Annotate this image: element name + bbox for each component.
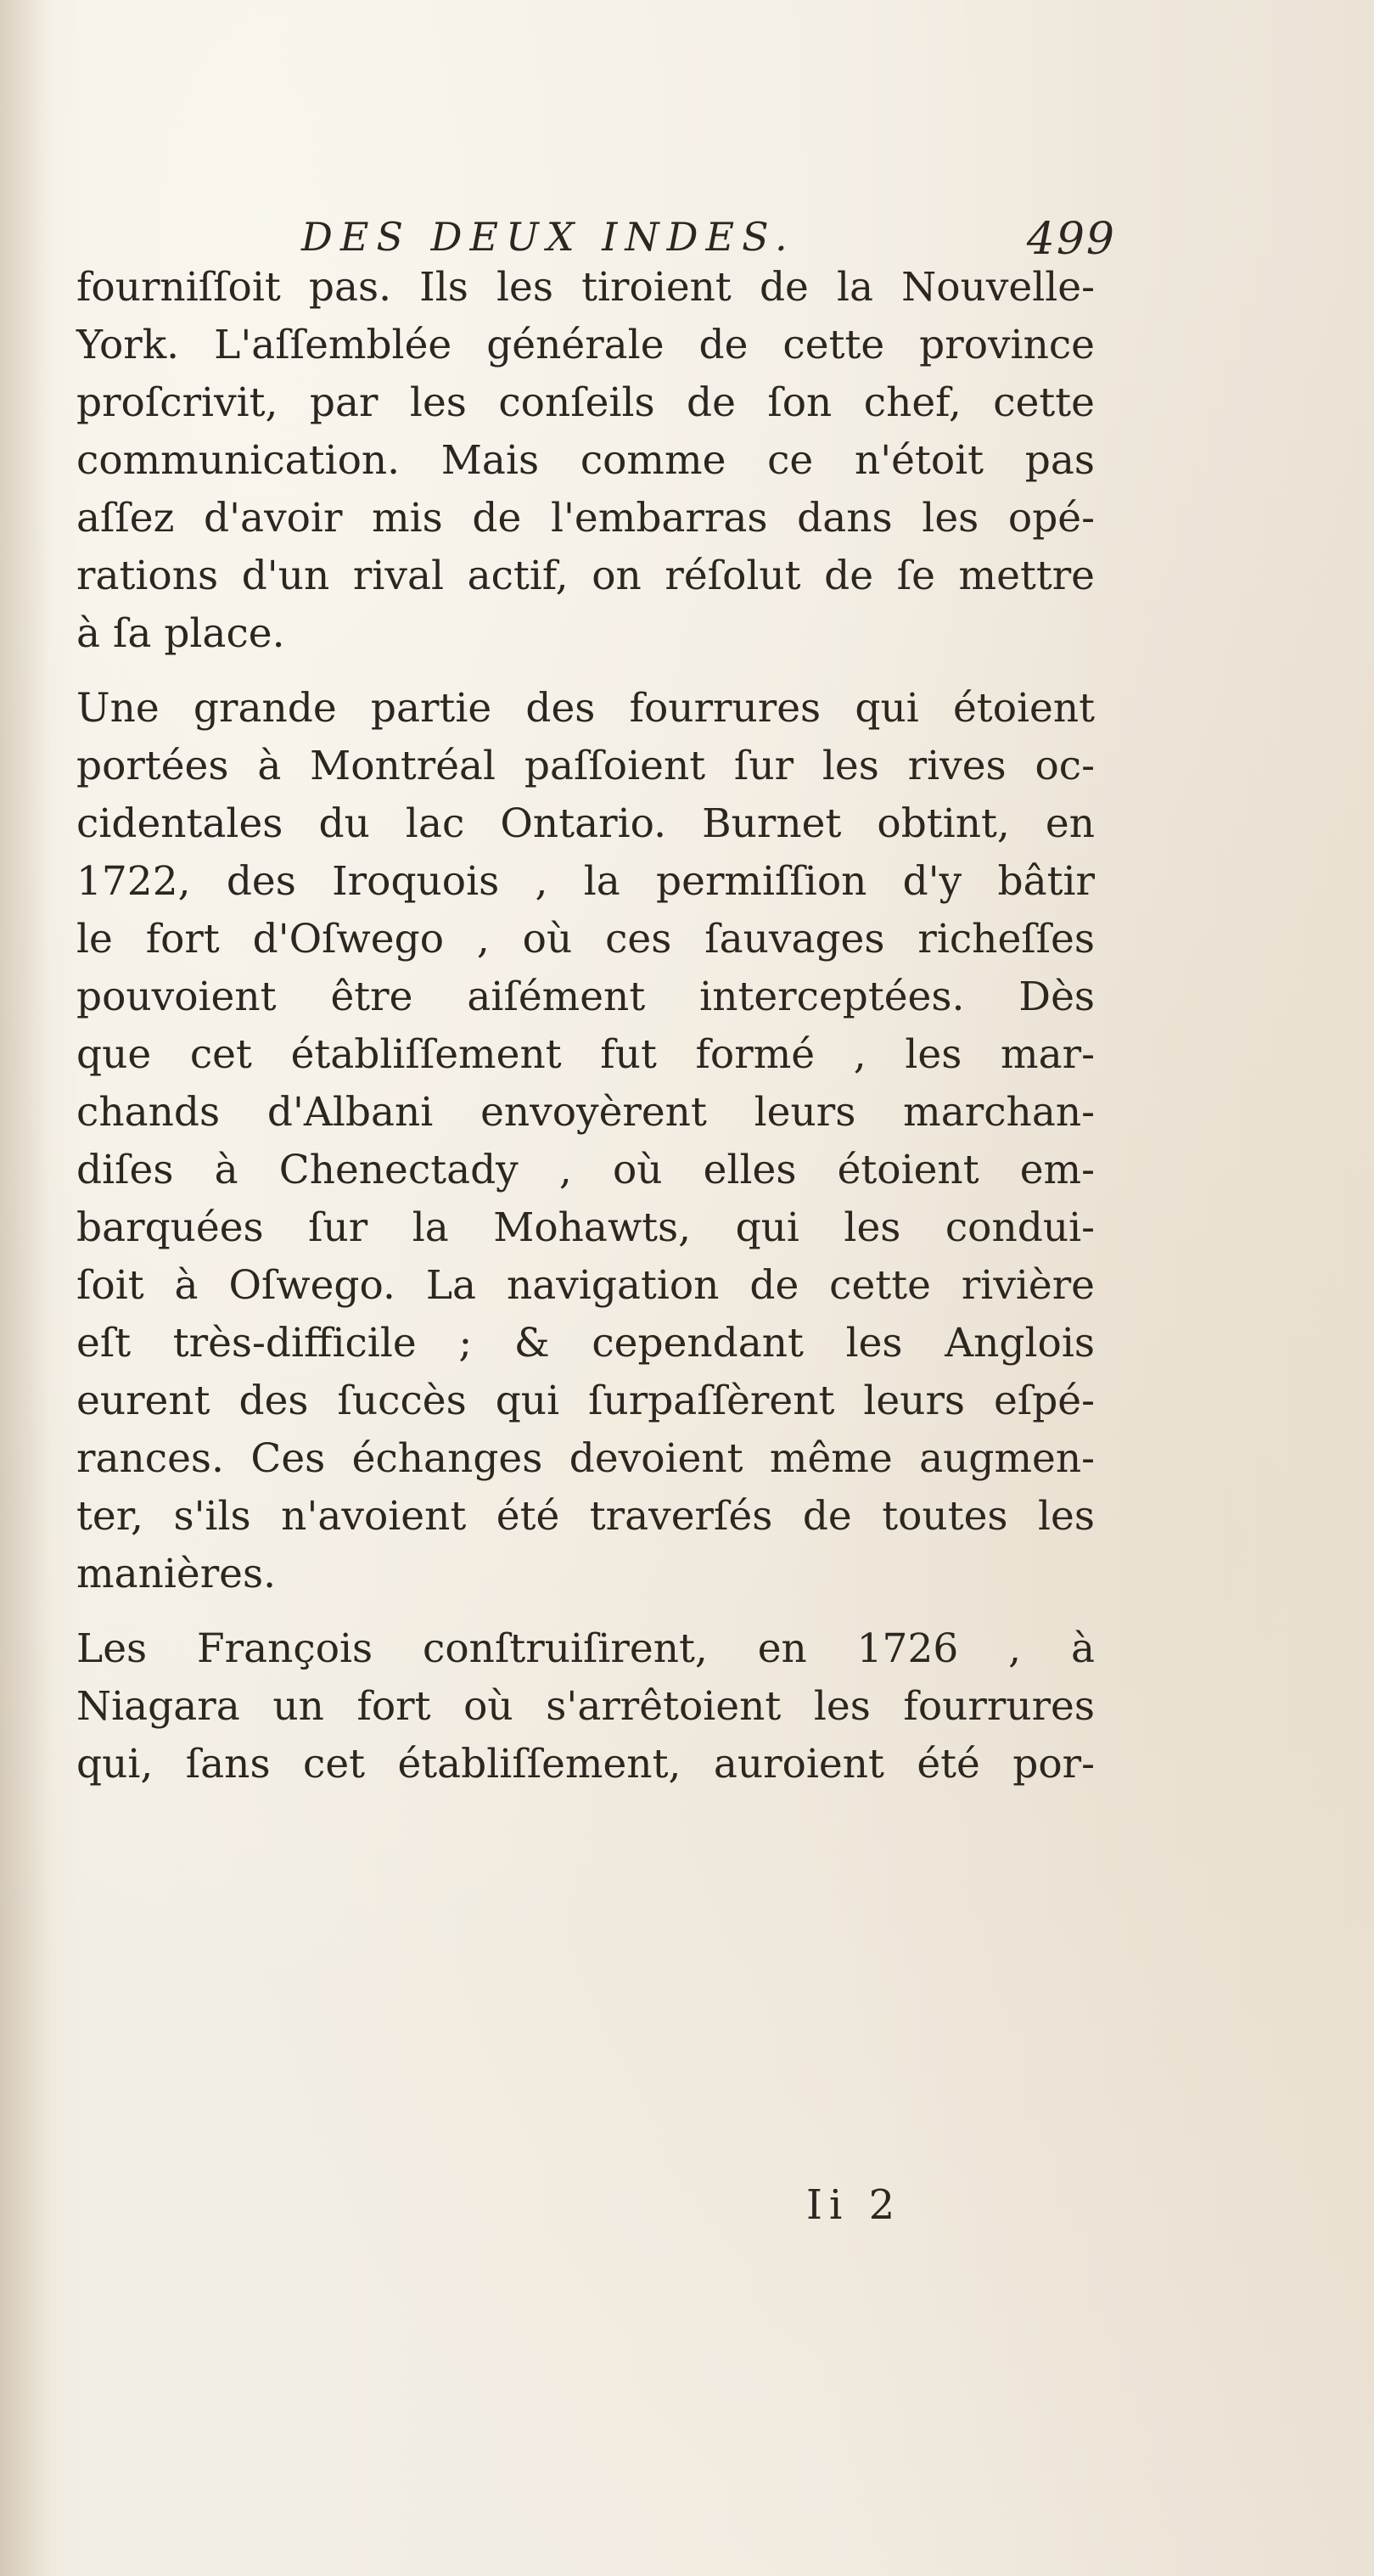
text-line: ter, s'ils n'avoient été traverſés de toutes les bbox=[76, 1493, 1095, 1540]
text-line: que cet établiſſement fut formé , les mar- bbox=[76, 1031, 1095, 1078]
text-line: Les François conſtruiſirent, en 1726 , à bbox=[76, 1625, 1095, 1672]
text-line: 1722, des Iroquois , la permiſſion d'y bâtir bbox=[76, 858, 1095, 905]
text-line: rances. Ces échanges devoient même augmen- bbox=[76, 1435, 1095, 1482]
text-line: aſſez d'avoir mis de l'embarras dans les opé- bbox=[76, 495, 1095, 542]
text-line: Une grande partie des fourrures qui étoient bbox=[76, 685, 1095, 732]
text-line: pouvoient être aiſément interceptées. Dès bbox=[76, 974, 1095, 1020]
text-line: portées à Montréal paſſoient ſur les rives oc- bbox=[76, 743, 1095, 789]
text-line: cidentales du lac Ontario. Burnet obtint, en bbox=[76, 800, 1095, 847]
text-line: York. L'aſſemblée générale de cette province bbox=[76, 322, 1095, 368]
text-line: fourniſſoit pas. Ils les tiroient de la Nouvelle- bbox=[76, 264, 1095, 311]
paragraph-3 bbox=[76, 1620, 1095, 1793]
text-line: manières. bbox=[76, 1551, 277, 1597]
binding-gutter-shadow bbox=[0, 0, 51, 2576]
text-line: à ſa place. bbox=[76, 610, 285, 657]
text-line: le fort d'Oſwego , où ces ſauvages richeſſes bbox=[76, 916, 1095, 962]
text-line: diſes à Chenectady , où elles étoient em- bbox=[76, 1147, 1095, 1193]
running-title: DES DEUX INDES. bbox=[301, 214, 795, 260]
text-line: qui, ſans cet établiſſement, auroient été por- bbox=[76, 1741, 1095, 1787]
text-line: ſoit à Oſwego. La navigation de cette rivière bbox=[76, 1262, 1095, 1309]
text-line: proſcrivit, par les conſeils de ſon chef, cette bbox=[76, 379, 1095, 426]
text-line: barquées ſur la Mohawts, qui les condui- bbox=[76, 1204, 1095, 1251]
text-line: rations d'un rival actif, on réſolut de ſe mettre bbox=[76, 553, 1095, 599]
signature-mark: Ii 2 bbox=[806, 2181, 902, 2229]
text-line: communication. Mais comme ce n'étoit pas bbox=[76, 437, 1095, 484]
text-line: eurent des ſuccès qui ſurpaſſèrent leurs eſpé- bbox=[76, 1378, 1095, 1424]
page-number: 499 bbox=[1026, 214, 1116, 265]
text-line: eſt très-difficile ; & cependant les Anglois bbox=[76, 1320, 1095, 1367]
paragraph-2 bbox=[76, 680, 1095, 1603]
text-line: Niagara un fort où s'arrêtoient les fourrures bbox=[76, 1683, 1095, 1730]
paragraph-1 bbox=[76, 259, 1095, 663]
text-line: chands d'Albani envoyèrent leurs marchan- bbox=[76, 1089, 1095, 1136]
body-text bbox=[76, 259, 1095, 1793]
